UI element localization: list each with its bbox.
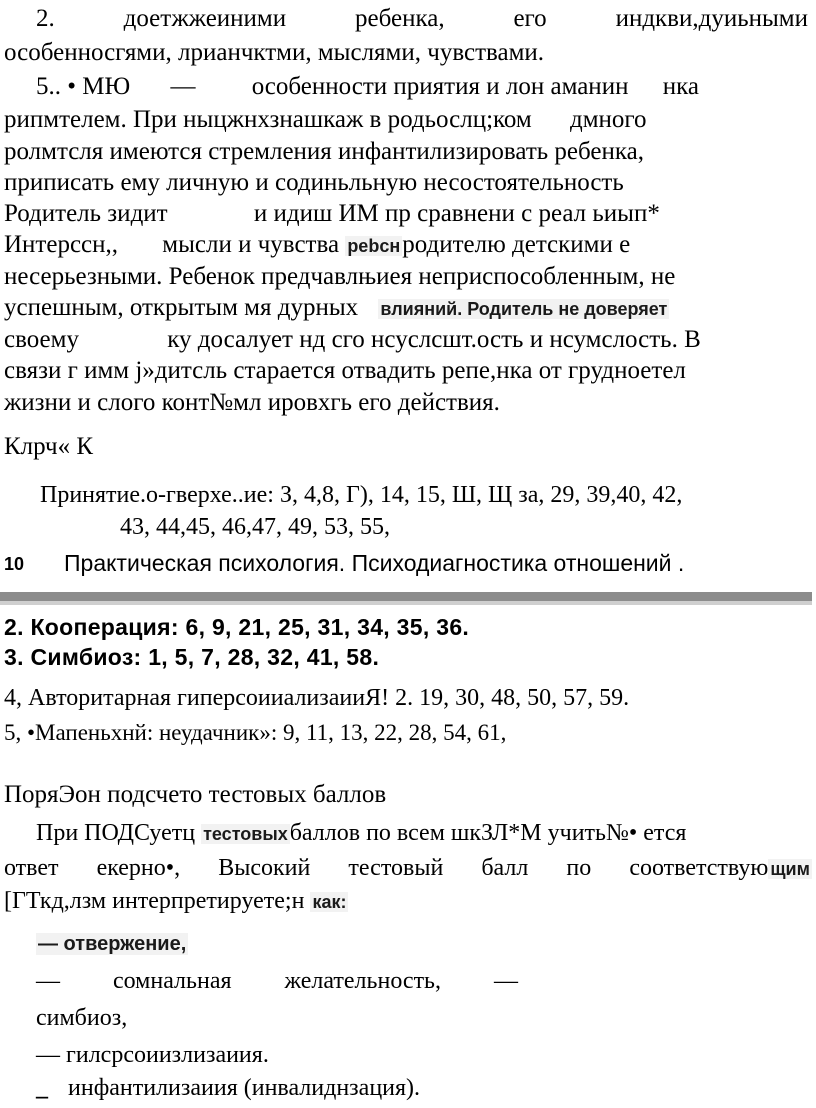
key-line1: Принятие.о-гверхе..ие: З, 4,8, Г), 14, 15, Ш, Щ за, 29, 39,40, 42, bbox=[40, 482, 683, 508]
scanned-book-excerpt bbox=[0, 540, 812, 674]
page-number: 10 bbox=[4, 554, 25, 574]
scanned-word-fragment: тестовых bbox=[203, 824, 288, 844]
para2-line9: своему ку досалует нд сго нсуслсшт.ость и нсумслость. В bbox=[4, 326, 701, 353]
scanned-word-fragment: как: bbox=[312, 892, 347, 912]
running-title-rule-shadow bbox=[0, 601, 812, 605]
para2-line10: связи г имм j»дитсль старается отвадить репе,нка от грудноетел bbox=[4, 357, 686, 384]
para2-line4: приписать ему личную и содиньльную несостоятельность bbox=[4, 169, 624, 196]
list-item-hypersocialization: — гилсрсоиизлизаиия. bbox=[36, 1042, 269, 1068]
scanned-text-fragment: влияний. Родитель не доверяет bbox=[380, 299, 668, 319]
list-item-symbiosis: симбиоз, bbox=[36, 1005, 128, 1031]
para2-line3: ролмтсля имеются стремления инфантилизировать ребенка, bbox=[4, 138, 644, 165]
para2-line6: Интерссн,, мысли и чувства рebснродителю детскими е bbox=[4, 231, 631, 258]
book-running-title: Практическая психология. Психодиагностика отношений . bbox=[64, 550, 685, 576]
scanned-word-fragment: рebсн bbox=[347, 236, 401, 256]
key-line2: 43, 44,45, 46,47, 49, 53, 55, bbox=[120, 514, 390, 540]
order-line2: ответ екерно•, Высокий тестовый балл по соответствую щим bbox=[4, 855, 810, 881]
order-line3: [ГТкд,лзм интерпретируете;н как: bbox=[4, 888, 347, 914]
para2-line1: 5.. • МЮ — особенности приятия и лон аманин нка bbox=[36, 73, 699, 100]
key-heading: Клрч« К bbox=[4, 433, 94, 460]
key-more-line2: 5, •Мапеньхнй: неудачник»: 9, 11, 13, 22, 28, 54, 61, bbox=[4, 720, 507, 745]
para1-line2: особенносгями, лрианчктми, мыслями, чувствами. bbox=[4, 39, 545, 66]
para2-line11: жизни и слого конт№мл иpовхгь его действия. bbox=[4, 389, 500, 416]
order-line1: При ПОДСуетц тестовыхбаллов по всем шкЗЛ*М учить№• ется bbox=[36, 820, 687, 846]
list-item-infantilization: _ инфантилизаиия (инвалиднзация). bbox=[36, 1075, 421, 1101]
running-title-rule bbox=[0, 592, 812, 601]
para2-line5: Родитель зидит и идиш ИМ пр сравнени с реал ьиып* bbox=[4, 200, 660, 227]
order-heading: ПоряЭон подсчето тестовых баллов bbox=[4, 781, 387, 808]
para2-line2: рипмтелем. При ныцжнхзнашкаж в родьослц;ком дмного bbox=[4, 106, 647, 133]
list-item-social-desirability: — сомнальная желательность, — bbox=[36, 968, 518, 994]
para2-line8: успешным, открытым мя дурных влияний. Родитель не доверяет bbox=[4, 294, 668, 321]
para1-line1: 2. доетжжеиними ребенка, его индкви,дуиьными bbox=[36, 5, 808, 32]
list-item-rejection: — отвержение, bbox=[38, 933, 187, 955]
para2-line7: несерьезными. Ребенок предчавлњиея неприспособленным, не bbox=[4, 263, 676, 290]
key-item-symbiosis: 3. Симбиоз: 1, 5, 7, 28, 32, 41, 58. bbox=[4, 644, 380, 670]
scanned-word-fragment: щим bbox=[770, 859, 810, 879]
key-item-cooperation: 2. Кооперация: 6, 9, 21, 25, 31, 34, 35, 36. bbox=[4, 614, 470, 640]
key-more-line1: 4, Авторитарная гиперсоииализаииЯ! 2. 19, 30, 48, 50, 57, 59. bbox=[4, 685, 630, 711]
